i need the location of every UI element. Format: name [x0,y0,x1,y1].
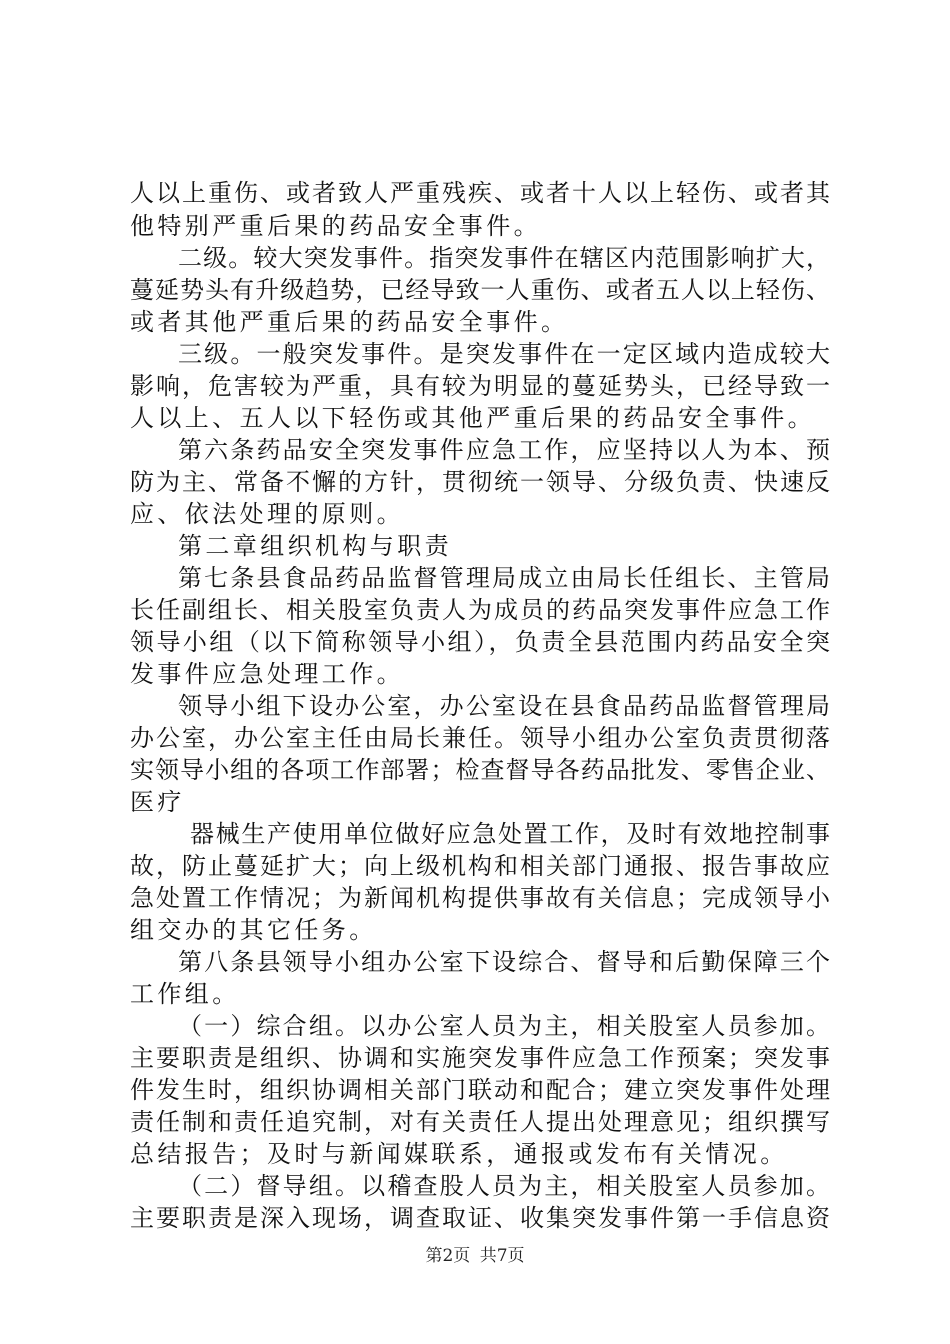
body-text-line: 蔓延势头有升级趋势，已经导致一人重伤、或者五人以上轻伤、 [130,276,830,304]
body-text-line: 组交办的其它任务。 [130,916,377,944]
body-text-line: 长任副组长、相关股室负责人为成员的药品突发事件应急工作 [130,596,830,624]
body-text-line: 人以上、五人以下轻伤或其他严重后果的药品安全事件。 [130,404,815,432]
body-text-line: 第六条药品安全突发事件应急工作，应坚持以人为本、预 [178,436,830,464]
body-text-line: 领导小组下设办公室，办公室设在县食品药品监督管理局 [178,692,830,720]
chapter-heading: 第二章组织机构与职责 [178,532,452,560]
body-text-line: 影响，危害较为严重，具有较为明显的蔓延势头，已经导致一 [130,372,830,400]
body-text-line: 领导小组（以下简称领导小组），负责全县范围内药品安全突 [130,628,830,656]
body-text-line: 主要职责是深入现场，调查取证、收集突发事件第一手信息资 [130,1204,830,1232]
body-text-line: 人以上重伤、或者致人严重残疾、或者十人以上轻伤、或者其 [130,179,830,207]
body-text-line: 医疗 [130,788,185,816]
current-page-number: 第2页 [425,1246,471,1266]
body-text-line: （一）综合组。以办公室人员为主，相关股室人员参加。 [178,1012,830,1040]
page-footer [0,1245,950,1267]
total-page-count: 共7页 [479,1246,525,1266]
body-text-line: 或者其他严重后果的药品安全事件。 [130,308,569,336]
body-text-line: 件发生时，组织协调相关部门联动和配合；建立突发事件处理 [130,1076,830,1104]
body-text-line: 责任制和责任追究制，对有关责任人提出处理意见；组织撰写 [130,1108,830,1136]
body-text-line: 主要职责是组织、协调和实施突发事件应急工作预案；突发事 [130,1044,830,1072]
body-text-line: 发事件应急处理工作。 [130,660,404,688]
body-text-line: 第七条县食品药品监督管理局成立由局长任组长、主管局 [178,564,830,592]
body-text-line: 办公室，办公室主任由局长兼任。领导小组办公室负责贯彻落 [130,724,830,752]
body-text-line: 防为主、常备不懈的方针，贯彻统一领导、分级负责、快速反 [130,468,830,496]
body-text-line: 急处置工作情况；为新闻机构提供事故有关信息；完成领导小 [130,884,830,912]
body-text-line: 二级。较大突发事件。指突发事件在辖区内范围影响扩大， [178,244,830,272]
body-text-line: 工作组。 [130,980,240,1008]
body-text-line: 三级。一般突发事件。是突发事件在一定区域内造成较大 [178,340,830,368]
body-text-line: 器械生产使用单位做好应急处置工作，及时有效地控制事 [190,820,830,848]
body-text-line: 实领导小组的各项工作部署；检查督导各药品批发、零售企业、 [130,756,830,784]
body-text-line: 总结报告；及时与新闻媒联系，通报或发布有关情况。 [130,1140,788,1168]
body-text-line: 应、依法处理的原则。 [130,500,404,528]
body-text-line: 第八条县领导小组办公室下设综合、督导和后勤保障三个 [178,948,830,976]
body-text-line: 他特别严重后果的药品安全事件。 [130,212,541,240]
body-text-line: 故，防止蔓延扩大；向上级机构和相关部门通报、报告事故应 [130,852,830,880]
body-text-line: （二）督导组。以稽查股人员为主，相关股室人员参加。 [178,1172,830,1200]
